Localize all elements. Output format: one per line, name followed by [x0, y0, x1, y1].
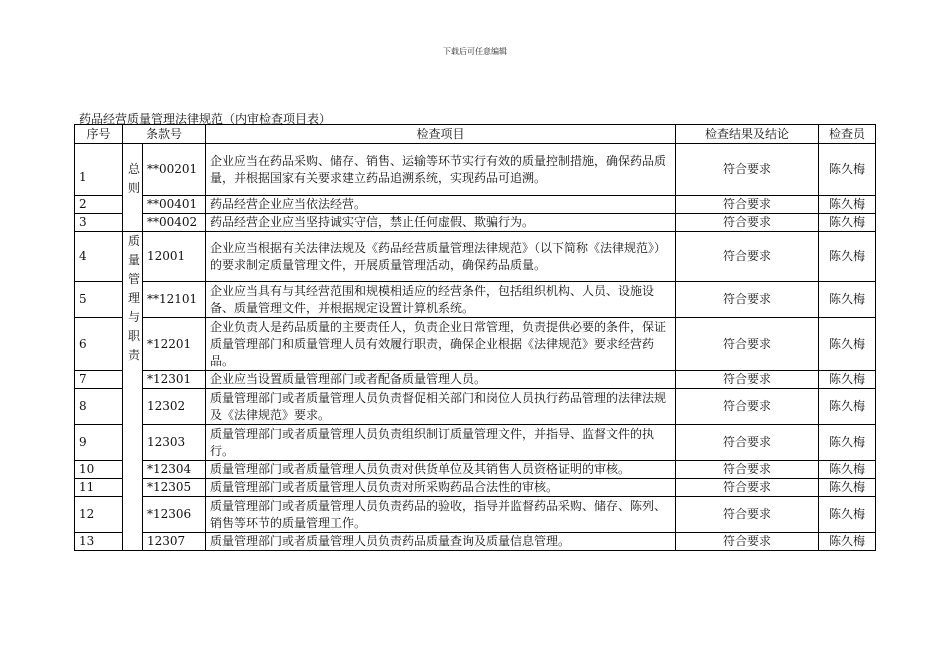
inspector-name: 陈久梅 [819, 461, 876, 479]
table-row [75, 461, 876, 479]
column-header-no: 序号 [75, 125, 123, 144]
inspector-name: 陈久梅 [819, 196, 876, 214]
clause-number: *12304 [143, 461, 206, 479]
inspector-name: 陈久梅 [819, 389, 876, 425]
check-item: 企业应当在药品采购、储存、销售、运输等环节实行有效的质量控制措施，确保药品质量，并根据国家有关要求建立药品追溯系统，实现药品可追溯。 [206, 144, 676, 196]
check-result: 符合要求 [676, 144, 819, 196]
check-item: 企业应当根据有关法律法规及《药品经营质量管理法律规范》（以下简称《法律规范》）的要求制定质量管理文件，开展质量管理活动，确保药品质量。 [206, 232, 676, 282]
check-item: 药品经营企业应当坚持诚实守信，禁止任何虚假、欺骗行为。 [206, 214, 676, 232]
inspector-name: 陈久梅 [819, 425, 876, 461]
clause-number: **00402 [143, 214, 206, 232]
inspector-name: 陈久梅 [819, 318, 876, 371]
table-row [75, 232, 876, 282]
table-row [75, 389, 876, 425]
check-result: 符合要求 [676, 497, 819, 533]
table-row [75, 497, 876, 533]
check-item: 质量管理部门或者质量管理人员负责督促相关部门和岗位人员执行药品管理的法律法规及《法律规范》要求。 [206, 389, 676, 425]
check-item: 药品经营企业应当依法经营。 [206, 196, 676, 214]
check-item: 质量管理部门或者质量管理人员负责对所采购药品合法性的审核。 [206, 479, 676, 497]
inspector-name: 陈久梅 [819, 479, 876, 497]
document-title: 药品经营质量管理法律规范（内审检查项目表） [79, 112, 332, 126]
clause-number: *12201 [143, 318, 206, 371]
section-name: 质量管理与职责 [127, 234, 140, 362]
row-number: 10 [75, 461, 123, 479]
table-row [75, 371, 876, 389]
check-item: 质量管理部门或者质量管理人员负责组织制订质量管理文件，并指导、监督文件的执行。 [206, 425, 676, 461]
table-row [75, 144, 876, 196]
check-result: 符合要求 [676, 371, 819, 389]
clause-number: **12101 [143, 282, 206, 318]
check-result: 符合要求 [676, 232, 819, 282]
inspector-name: 陈久梅 [819, 232, 876, 282]
check-result: 符合要求 [676, 425, 819, 461]
section-name: 总则 [127, 162, 140, 195]
clause-number: 12307 [143, 533, 206, 551]
header-note: 下载后可任意编辑 [443, 47, 507, 56]
row-number: 5 [75, 282, 123, 318]
check-item: 企业负责人是药品质量的主要责任人，负责企业日常管理，负责提供必要的条件，保证质量管理部门和质量管理人员有效履行职责，确保企业根据《法律规范》要求经营药品。 [206, 318, 676, 371]
row-number: 12 [75, 497, 123, 533]
column-header-inspector: 检查员 [819, 125, 876, 144]
table-row [75, 214, 876, 232]
inspector-name: 陈久梅 [819, 282, 876, 318]
check-result: 符合要求 [676, 214, 819, 232]
clause-number: *12305 [143, 479, 206, 497]
table-row [75, 425, 876, 461]
row-number: 7 [75, 371, 123, 389]
row-number: 2 [75, 196, 123, 214]
section-label-general [123, 144, 143, 232]
check-result: 符合要求 [676, 389, 819, 425]
table-row [75, 196, 876, 214]
inspection-table [74, 124, 876, 551]
row-number: 3 [75, 214, 123, 232]
row-number: 8 [75, 389, 123, 425]
clause-number: 12302 [143, 389, 206, 425]
table-row [75, 318, 876, 371]
check-result: 符合要求 [676, 318, 819, 371]
section-label-quality-management [123, 232, 143, 551]
inspector-name: 陈久梅 [819, 533, 876, 551]
clause-number: **00401 [143, 196, 206, 214]
column-header-clause: 条款号 [123, 125, 206, 144]
inspector-name: 陈久梅 [819, 371, 876, 389]
row-number: 1 [75, 144, 123, 196]
clause-number: 12001 [143, 232, 206, 282]
check-result: 符合要求 [676, 479, 819, 497]
check-item: 企业应当设置质量管理部门或者配备质量管理人员。 [206, 371, 676, 389]
check-result: 符合要求 [676, 282, 819, 318]
check-item: 质量管理部门或者质量管理人员负责药品质量查询及质量信息管理。 [206, 533, 676, 551]
table-row [75, 479, 876, 497]
clause-number: *12301 [143, 371, 206, 389]
clause-number: *12306 [143, 497, 206, 533]
inspector-name: 陈久梅 [819, 497, 876, 533]
inspector-name: 陈久梅 [819, 214, 876, 232]
check-result: 符合要求 [676, 533, 819, 551]
column-header-result: 检查结果及结论 [676, 125, 819, 144]
table-row [75, 282, 876, 318]
check-item: 企业应当具有与其经营范围和规模相适应的经营条件，包括组织机构、人员、设施设备、质量管理文件，并根据规定设置计算机系统。 [206, 282, 676, 318]
check-item: 质量管理部门或者质量管理人员负责药品的验收，指导并监督药品采购、储存、陈列、销售等环节的质量管理工作。 [206, 497, 676, 533]
clause-number: **00201 [143, 144, 206, 196]
clause-number: 12303 [143, 425, 206, 461]
row-number: 9 [75, 425, 123, 461]
check-result: 符合要求 [676, 461, 819, 479]
row-number: 11 [75, 479, 123, 497]
table-row [75, 533, 876, 551]
row-number: 6 [75, 318, 123, 371]
column-header-item: 检查项目 [206, 125, 676, 144]
row-number: 4 [75, 232, 123, 282]
check-result: 符合要求 [676, 196, 819, 214]
table-header-row [75, 125, 876, 144]
check-item: 质量管理部门或者质量管理人员负责对供货单位及其销售人员资格证明的审核。 [206, 461, 676, 479]
row-number: 13 [75, 533, 123, 551]
inspector-name: 陈久梅 [819, 144, 876, 196]
